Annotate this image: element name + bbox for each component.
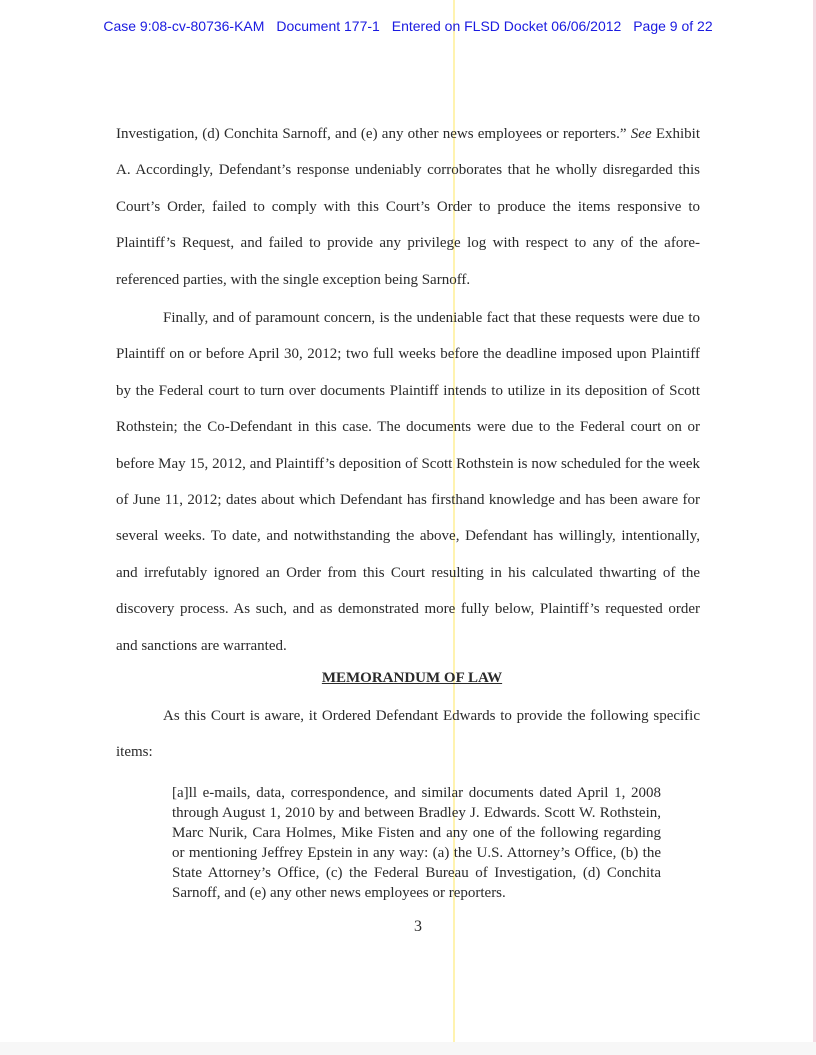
paragraph-investigation [116,116,700,298]
paragraph-finally [116,300,700,664]
case-number: Case 9:08-cv-80736-KAM [103,18,265,34]
document-number: Document 177-1 [276,18,380,34]
paragraph-court-ordered [116,698,700,771]
block-quote: [a]ll e-mails, data, correspondence, and similar documents dated April 1, 2008 through August 1, 2010 by and between Bradley J. Edwards. Scott W. Rothstein, Marc Nurik, Cara Holmes, Mike Fisten and any one of the following regarding or mentioning Jeffrey Epstein in any way: (a) the U.S. Attorney’s Office, (b) the State Attorney’s Office, (c) the Federal Bureau of Investigation, (d) Conchita Sarnoff, and (e) any other news employees or reporters. [172,785,661,901]
paragraph-text-lead: Investigation, (d) Conchita Sarnoff, and (e) any other news employees or reporters.” [116,126,627,142]
docket-header [0,18,816,34]
entered-on-docket: Entered on FLSD Docket 06/06/2012 [391,18,622,34]
paragraph-text-rest: Exhibit A. Accordingly, Defendant’s response undeniably corroborates that he wholly disregarded this Court’s Order, failed to comply with this Court’s Order to produce the items responsive to Plaintiff’s Request, and failed to provide any privilege log with respect to any of the afore-referenced parties, with the single exception being Sarnoff. [116,126,700,288]
scan-bottom-edge [0,1042,816,1055]
section-heading: MEMORANDUM OF LAW [321,670,503,686]
paragraph-text: As this Court is aware, it Ordered Defendant Edwards to provide the following specific items: [116,708,700,761]
paragraph-text [116,116,700,298]
paragraph-text: Finally, and of paramount concern, is the undeniable fact that these requests were due to Plaintiff on or before April 30, 2012; two full weeks before the deadline imposed upon Plaintiff by the Federal court to turn over documents Plaintiff intends to utilize in its deposition of Scott Rothstein; the Co-Defendant in this case. The documents were due to the Federal court on or before May 15, 2012, and Plaintiff’s deposition of Scott Rothstein is now scheduled for the week of June 11, 2012; dates about which Defendant has firsthand knowledge and has been aware for several weeks. To date, and notwithstanding the above, Defendant has willingly, intentionally, and irrefutably ignored an Order from this Court resulting in his calculated thwarting of the discovery process. As such, and as demonstrated more fully below, Plaintiff’s requested order and sanctions are warranted. [116,310,700,654]
page-number: 3 [414,918,422,935]
page-of-total: Page 9 of 22 [633,18,713,34]
see-citation: See [630,126,652,142]
